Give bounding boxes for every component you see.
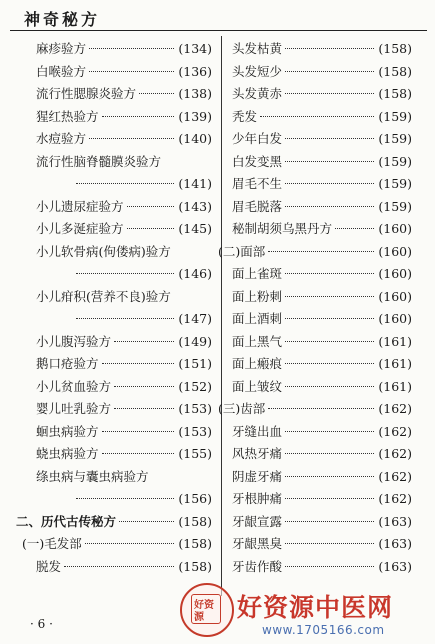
- toc-entry: [232, 61, 412, 84]
- toc-leader-dots: [64, 566, 174, 567]
- toc-entry: [232, 353, 412, 376]
- toc-leader-dots: [89, 138, 174, 139]
- toc-entry: [232, 173, 412, 196]
- toc-entry-title: 白喉验方: [36, 63, 87, 79]
- toc-leader-dots: [285, 71, 374, 72]
- toc-leader-dots: [285, 138, 374, 139]
- toc-entry-title: 蛲虫病验方: [36, 446, 99, 461]
- toc-leader-dots: [114, 341, 174, 342]
- toc-leader-dots: [285, 543, 374, 544]
- toc-entry: [232, 196, 412, 219]
- toc-leader-dots: [285, 318, 374, 319]
- watermark-text: 好资源中医网: [237, 593, 394, 622]
- toc-entry: [232, 308, 412, 331]
- toc-entry-title: 牙根肿痛: [232, 491, 283, 506]
- toc-leader-dots: [260, 116, 374, 117]
- toc-page-number: (162): [378, 468, 412, 484]
- toc-entry-title: 面上粉刺: [232, 288, 283, 304]
- toc-entry-title: 少年白发: [232, 131, 283, 146]
- toc-page-number: (159): [378, 176, 412, 191]
- toc-leader-dots: [285, 566, 374, 567]
- toc-entry: [36, 128, 212, 151]
- toc-page-number: (162): [378, 446, 412, 461]
- toc-entry: [36, 263, 212, 286]
- toc-page-number: (156): [178, 491, 212, 506]
- toc-entry: [232, 443, 412, 466]
- toc-entry: [232, 151, 412, 174]
- toc-entry-title: 头发枯黄: [232, 41, 283, 56]
- toc-leader-dots: [119, 521, 174, 522]
- toc-leader-dots: [89, 48, 174, 49]
- toc-leader-dots: [285, 521, 374, 522]
- toc-entry: [232, 106, 412, 129]
- toc-leader-dots: [127, 228, 174, 229]
- toc-leader-dots: [89, 71, 174, 72]
- toc-leader-dots: [76, 498, 174, 499]
- toc-page-number: (152): [178, 378, 212, 394]
- toc-page-number: (134): [178, 41, 212, 56]
- toc-entry-title: 小儿软骨病(佝偻病)验方: [36, 243, 171, 259]
- toc-page-number: (162): [378, 491, 412, 506]
- toc-leader-dots: [139, 93, 174, 94]
- toc-leader-dots: [335, 228, 374, 229]
- toc-entry-title: 秘制胡须乌黑丹方: [232, 221, 333, 236]
- toc-page-number: (140): [178, 131, 212, 146]
- toc-page-number: (141): [178, 176, 212, 191]
- toc-page-number: (159): [378, 108, 412, 124]
- toc-entry: [36, 218, 212, 241]
- toc-entry: [36, 38, 212, 61]
- page-header: [10, 4, 427, 31]
- toc-leader-dots: [285, 161, 374, 162]
- toc-page-number: (163): [378, 558, 412, 574]
- toc-entry: [36, 308, 212, 331]
- toc-leader-dots: [268, 251, 374, 252]
- toc-entry: [232, 376, 412, 399]
- toc-leader-dots: [76, 273, 174, 274]
- toc-entry-title: 牙龈黑臭: [232, 536, 283, 551]
- toc-entry: [36, 286, 212, 309]
- toc-page-number: (163): [378, 536, 412, 551]
- toc-entry: [36, 151, 212, 174]
- toc-entry-title: 小儿贫血验方: [36, 378, 112, 394]
- toc-page-number: (160): [378, 311, 412, 326]
- toc-entry-title: 二、历代古传秘方: [16, 513, 117, 529]
- toc-entry-title: (二)面部: [218, 243, 266, 259]
- toc-entry-title: 头发黄赤: [232, 86, 283, 101]
- toc-leader-dots: [285, 341, 374, 342]
- toc-entry: [232, 38, 412, 61]
- toc-page-number: (162): [378, 401, 412, 416]
- toc-entry: [36, 61, 212, 84]
- toc-entry-title: 面上酒刺: [232, 311, 283, 326]
- toc-leader-dots: [102, 363, 174, 364]
- toc-leader-dots: [102, 116, 174, 117]
- toc-entry-title: 脱发: [36, 558, 62, 574]
- toc-right-column: [218, 38, 412, 578]
- toc-leader-dots: [114, 386, 174, 387]
- toc-page-number: (158): [178, 558, 212, 574]
- toc-entry-title: 风热牙痛: [232, 446, 283, 461]
- toc-entry: [232, 331, 412, 354]
- toc-entry-title: 白发变黑: [232, 153, 283, 169]
- toc-page-number: (139): [178, 108, 212, 124]
- book-title: 神奇秘方: [24, 10, 101, 29]
- toc-page-number: (151): [178, 356, 212, 371]
- toc-entry-title: 牙缝出血: [232, 423, 283, 439]
- toc-entry-title: 牙齿作酸: [232, 558, 283, 574]
- toc-leader-dots: [285, 273, 374, 274]
- toc-leader-dots: [285, 431, 374, 432]
- toc-page-number: (149): [178, 333, 212, 349]
- toc-entry-title: 牙龈宣露: [232, 513, 283, 529]
- toc-entry-title: 小儿多涎症验方: [36, 221, 124, 236]
- toc-page-number: (138): [178, 86, 212, 101]
- toc-entry: [232, 511, 412, 534]
- toc-entry-title: 婴儿吐乳验方: [36, 401, 112, 416]
- toc-leader-dots: [285, 183, 374, 184]
- toc-entry: [22, 533, 212, 556]
- toc-leader-dots: [76, 318, 174, 319]
- toc-leader-dots: [285, 453, 374, 454]
- toc-page-number: (136): [178, 63, 212, 79]
- toc-entry: [36, 443, 212, 466]
- toc-entry-title: (三)齿部: [218, 401, 266, 416]
- toc-entry: [36, 466, 212, 489]
- toc-entry-title: 猩红热验方: [36, 108, 99, 124]
- watermark-seal: [180, 583, 234, 637]
- toc-entry-title: 小儿遗尿症验方: [36, 198, 124, 214]
- toc-page-number: (153): [178, 401, 212, 416]
- toc-entry-title: (一)毛发部: [22, 536, 82, 551]
- toc-entry: [232, 556, 412, 579]
- toc-page-number: (163): [378, 513, 412, 529]
- toc-entry-title: 流行性脑脊髓膜炎验方: [36, 153, 162, 169]
- toc-entry-title: 麻疹验方: [36, 41, 87, 56]
- toc-entry: [232, 421, 412, 444]
- toc-entry: [36, 241, 212, 264]
- toc-page-number: (160): [378, 266, 412, 281]
- toc-entry: [232, 218, 412, 241]
- toc-page-number: (143): [178, 198, 212, 214]
- seal-text-bottom: 源: [194, 612, 204, 623]
- toc-entry: [232, 263, 412, 286]
- toc-entry: [232, 128, 412, 151]
- toc-entry-title: 面上皱纹: [232, 378, 283, 394]
- toc-leader-dots: [268, 408, 374, 409]
- toc-leader-dots: [285, 386, 374, 387]
- toc-page-number: (155): [178, 446, 212, 461]
- toc-entry-title: 头发短少: [232, 63, 283, 79]
- toc-entry: [232, 83, 412, 106]
- toc-entry: [16, 511, 212, 534]
- toc-page-number: (158): [378, 86, 412, 101]
- toc-leader-dots: [102, 453, 174, 454]
- toc-page-number: (161): [378, 333, 412, 349]
- toc-page-number: (158): [378, 63, 412, 79]
- toc-page-number: (146): [178, 266, 212, 281]
- toc-entry: [36, 398, 212, 421]
- toc-entry: [36, 488, 212, 511]
- toc-entry-title: 眉毛不生: [232, 176, 283, 191]
- toc-leader-dots: [127, 206, 174, 207]
- toc-leader-dots: [285, 93, 374, 94]
- toc-entry: [36, 331, 212, 354]
- toc-entry-title: 绦虫病与囊虫病验方: [36, 468, 149, 484]
- toc-entry: [232, 533, 412, 556]
- page-number: · 6 ·: [30, 617, 53, 631]
- toc-leader-dots: [285, 206, 374, 207]
- toc-page-number: (158): [378, 41, 412, 56]
- toc-entry: [232, 488, 412, 511]
- toc-entry-title: 面上瘢痕: [232, 356, 283, 371]
- toc-entry: [218, 398, 412, 421]
- toc-page-number: (161): [378, 378, 412, 394]
- toc-page-number: (159): [378, 153, 412, 169]
- toc-entry-title: 阴虚牙痛: [232, 468, 283, 484]
- toc-entry: [36, 83, 212, 106]
- toc-entry: [36, 421, 212, 444]
- toc-entry-title: 秃发: [232, 108, 258, 124]
- toc-entry: [232, 286, 412, 309]
- toc-leader-dots: [114, 408, 174, 409]
- toc-page-number: (158): [178, 536, 212, 551]
- toc-entry: [36, 376, 212, 399]
- toc-entry: [36, 173, 212, 196]
- toc-page-number: (153): [178, 423, 212, 439]
- toc-page-number: (162): [378, 423, 412, 439]
- toc-page-number: (160): [378, 288, 412, 304]
- watermark-url: www.1705166.com: [262, 623, 385, 637]
- toc-leader-dots: [76, 183, 174, 184]
- toc-entry-title: 面上黑气: [232, 333, 283, 349]
- toc-entry-title: 流行性腮腺炎验方: [36, 86, 137, 101]
- toc-leader-dots: [285, 48, 374, 49]
- toc-page-number: (159): [378, 131, 412, 146]
- toc-left-column: [16, 38, 212, 578]
- toc-page-number: (145): [178, 221, 212, 236]
- toc-entry: [218, 241, 412, 264]
- toc-entry-title: 蛔虫病验方: [36, 423, 99, 439]
- toc-entry-title: 小儿腹泻验方: [36, 333, 112, 349]
- toc-entry: [36, 196, 212, 219]
- toc-leader-dots: [285, 296, 374, 297]
- toc-entry: [232, 466, 412, 489]
- toc-page-number: (147): [178, 311, 212, 326]
- toc-page-number: (160): [378, 243, 412, 259]
- toc-page-number: (160): [378, 221, 412, 236]
- toc-entry: [36, 556, 212, 579]
- seal-text-top: 好资: [194, 600, 214, 611]
- toc-leader-dots: [285, 498, 374, 499]
- toc-entry-title: 面上雀斑: [232, 266, 283, 281]
- toc-entry: [36, 353, 212, 376]
- toc-leader-dots: [285, 476, 374, 477]
- toc-page-number: (161): [378, 356, 412, 371]
- column-divider: [221, 36, 222, 596]
- toc-page-number: (158): [178, 513, 212, 529]
- toc-leader-dots: [285, 363, 374, 364]
- toc-entry-title: 眉毛脱落: [232, 198, 283, 214]
- toc-entry: [36, 106, 212, 129]
- toc-leader-dots: [102, 431, 174, 432]
- toc-entry-title: 水痘验方: [36, 131, 87, 146]
- toc-entry-title: 鹅口疮验方: [36, 356, 99, 371]
- toc-page-number: (159): [378, 198, 412, 214]
- toc-leader-dots: [85, 543, 174, 544]
- toc-entry-title: 小儿疳积(营养不良)验方: [36, 288, 171, 304]
